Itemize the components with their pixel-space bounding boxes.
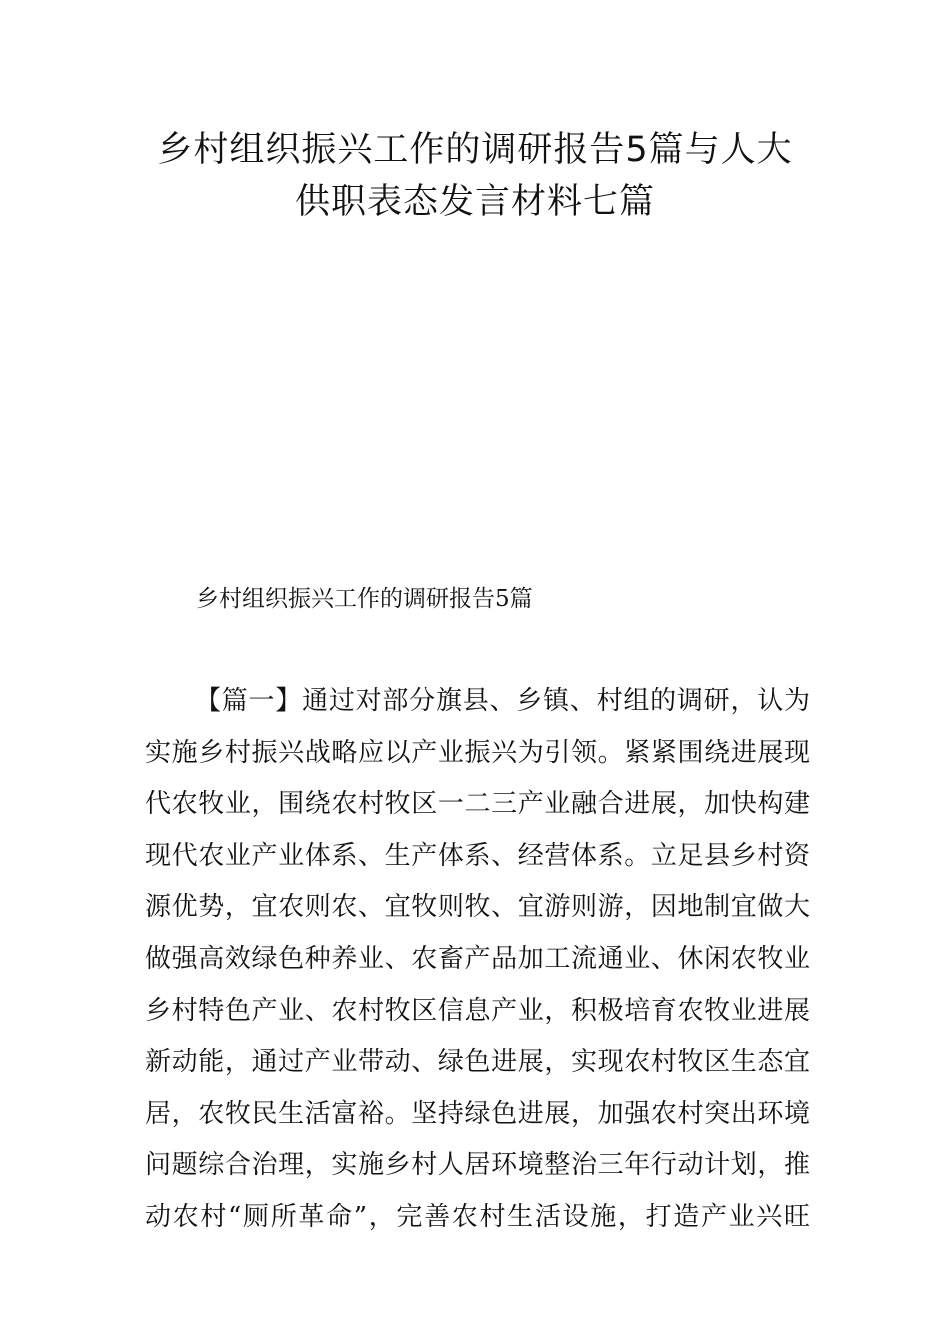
paragraph-line-8: 新动能，通过产业带动、绿色进展，实现农村牧区生态宜: [145, 1047, 810, 1078]
title-line-1: 乡村组织振兴工作的调研报告5篇与人大: [157, 130, 793, 170]
paragraph-line-10: 问题综合治理，实施乡村人居环境整治三年行动计划，推: [145, 1150, 810, 1181]
title-line-2: 供职表态发言材料七篇: [294, 182, 655, 222]
paragraph-line-6: 做强高效绿色种养业、农畜产品加工流通业、休闲农牧业: [145, 943, 810, 974]
paragraph-line-4: 现代农业产业体系、生产体系、经营体系。立足县乡村资: [145, 840, 810, 871]
paragraph-line-2: 实施乡村振兴战略应以产业振兴为引领。紧紧围绕进展现: [145, 737, 810, 768]
paragraph-line-11: 动农村“厕所革命”，完善农村生活设施，打造产业兴旺: [145, 1201, 810, 1232]
paragraph-line-7: 乡村特色产业、农村牧区信息产业，积极培育农牧业进展: [145, 995, 810, 1026]
paragraph-line-3: 代农牧业，围绕农村牧区一二三产业融合进展，加快构建: [145, 789, 810, 820]
paragraph-line-5: 源优势，宜农则农、宜牧则牧、宜游则游，因地制宜做大: [145, 892, 810, 923]
paragraph-line-1: 【篇一】通过对部分旗县、乡镇、村组的调研，认为: [195, 686, 810, 716]
paragraph-line-9: 居，农牧民生活富裕。坚持绿色进展，加强农村突出环境: [145, 1098, 810, 1129]
document-title: [120, 124, 830, 228]
section-heading: 乡村组织振兴工作的调研报告5篇: [196, 586, 533, 612]
body-paragraph: [145, 676, 810, 1244]
